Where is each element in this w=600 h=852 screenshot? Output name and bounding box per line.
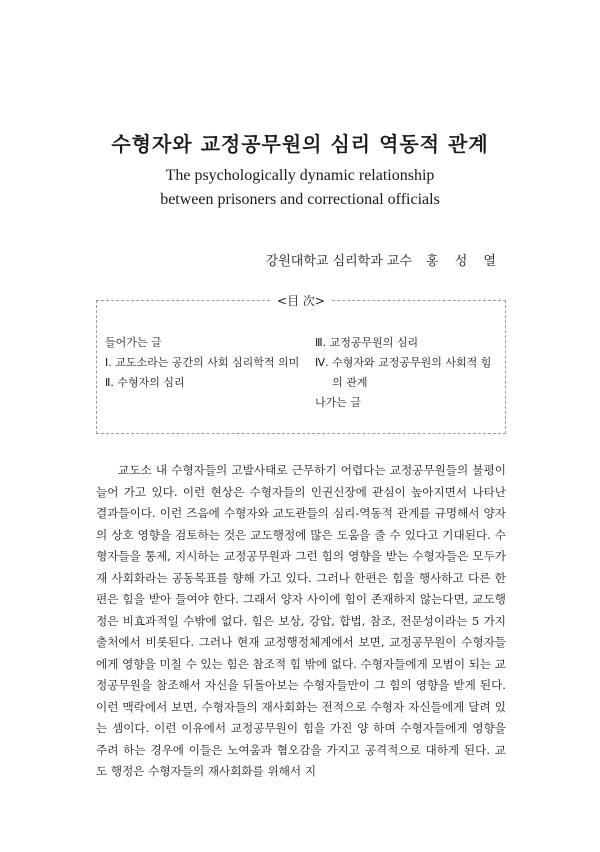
- toc-right-column: [315, 333, 501, 413]
- toc-item: Ⅰ. 교도소라는 공간의 사회 심리학적 의미: [105, 356, 300, 369]
- author-name: 홍 성 열: [426, 254, 502, 269]
- toc-header: <目 次>: [97, 292, 505, 309]
- abstract-paragraph: 교도소 내 수형자들의 고발사태로 근무하기 어렵다는 교정공무원들의 불평이 늘어 가고 있다. 이런 현상은 수형자들의 인권신장에 관심이 높아지면서 나타난 결과들이다. 이런 즈음에 수형자와 교도관들의 심리-역동적 관계를 규명해서 양자의 상호 영향을 검토하는 것은 교도행정에 많은 도움을 줄 수 있다고 기대된다. 수형자들을 통제, 지시하는 교정공무원과 그런 힘의 영향을 받는 수형자들은 모두가 재 사회화라는 공동목표를 향해 가고 있다. 그러나 한편은 힘을 행사하고 다른 한편은 힘을 받아 들여야 한다. 그래서 양자 사이에 힘이 존재하지 않는다면, 교도행정은 비효과적일 수밖에 없다. 힘은 보상, 강압, 합법, 참조, 전문성이라는 5 가지 출처에서 비롯된다. 그러나 현재 교정행정체계에서 보면, 교정공무원이 수형자들에게 영향을 미칠 수 있는 힘은 참조적 힘 밖에 없다. 수형자들에게 모범이 되는 교정공무원을 참조해서 자신을 뒤돌아보는 수형자들만이 그 힘의 영향을 받게 된다. 이런 맥락에서 보면, 수형자들의 재사회화는 전적으로 수형자 자신들에게 달려 있는 셈이다. 이런 이유에서 교정공무원이 힘을 가진 양 하며 수형자들에게 영향을 주려 하는 경우에 이들은 노여움과 혐오감을 가지고 공격적으로 대하게 된다. 교도 행정은 수형자들의 재사회화를 위해서 지: [96, 463, 506, 778]
- toc-item: Ⅱ. 수형자의 심리: [105, 376, 185, 389]
- author-affiliation: 강원대학교 심리학과 교수: [265, 254, 413, 269]
- table-of-contents: [96, 294, 506, 434]
- title-en-line-1: The psychologically dynamic relationship: [165, 167, 435, 184]
- author-line: [266, 250, 502, 269]
- paper-title-korean: 수형자와 교정공무원의 심리 역동적 관계: [111, 132, 489, 156]
- toc-item: Ⅳ. 수형자와 교정공무원의 사회적 힘의 관계: [315, 356, 492, 389]
- toc-item: 나가는 글: [315, 396, 362, 409]
- toc-item: Ⅲ. 교정공무원의 심리: [315, 336, 419, 349]
- toc-item: 들어가는 글: [105, 336, 162, 349]
- paper-title-english: [0, 164, 600, 212]
- toc-left-column: [105, 333, 305, 393]
- title-en-line-2: between prisoners and correctional officials: [160, 191, 440, 208]
